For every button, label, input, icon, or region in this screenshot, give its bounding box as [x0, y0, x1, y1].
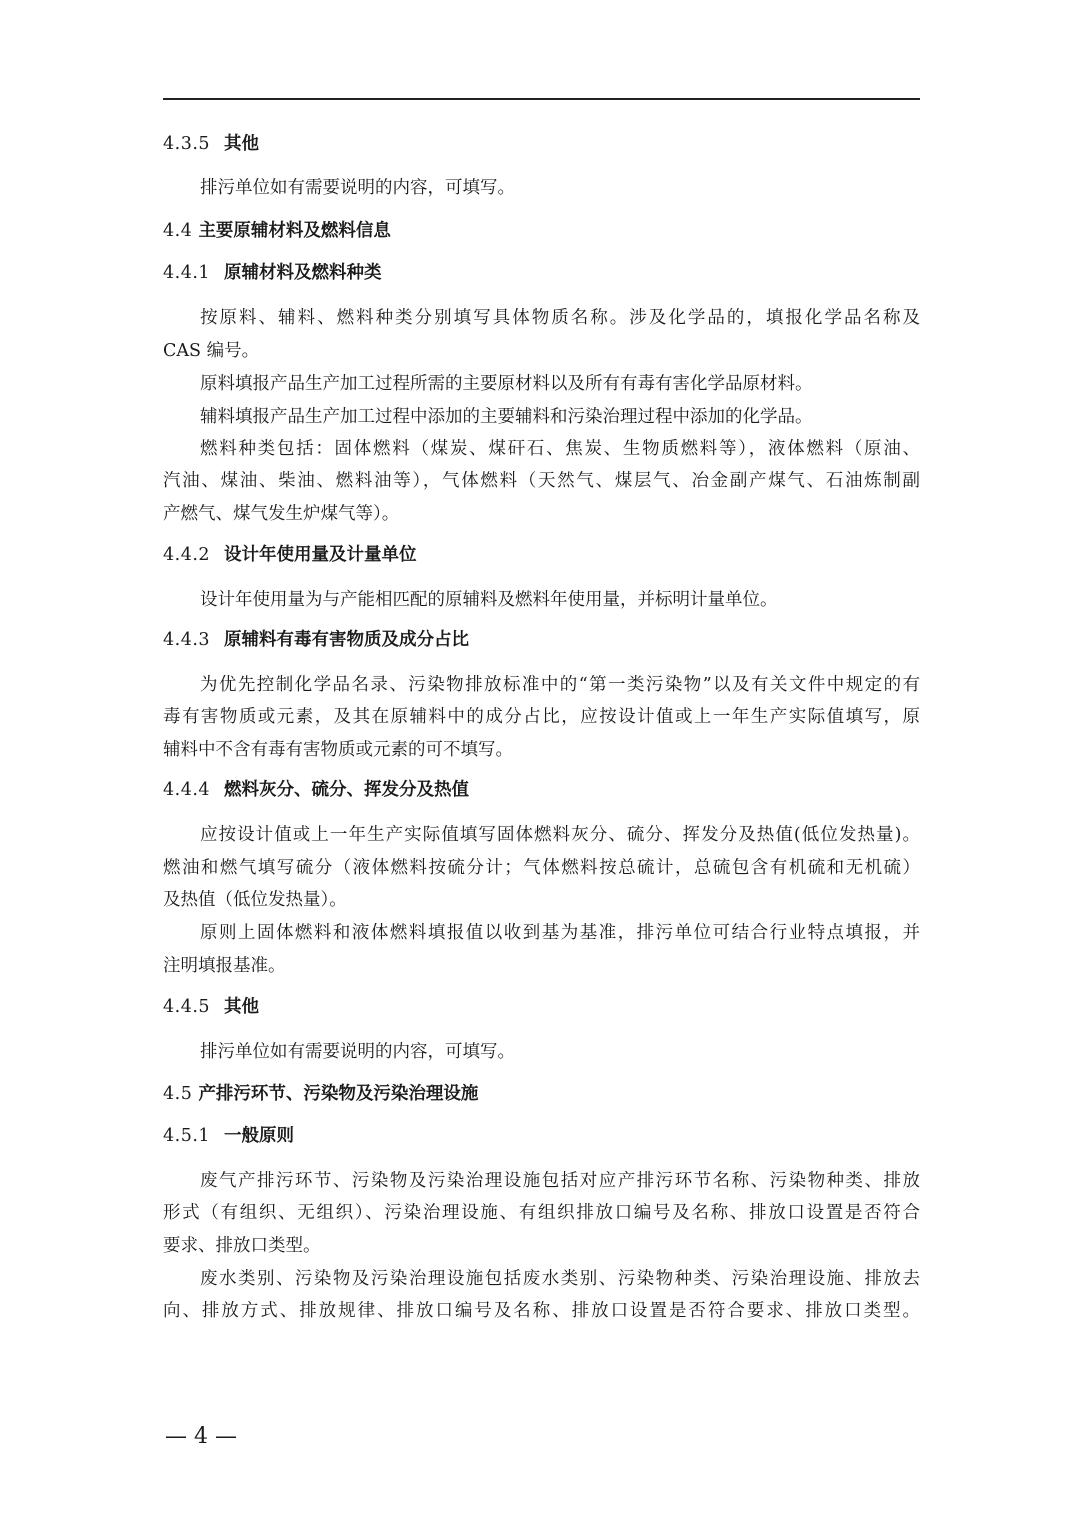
- section-title: 产排污环节、污染物及污染治理设施: [198, 1084, 479, 1104]
- paragraph-line: 废水类别、污染物及污染治理设施包括废水类别、污染物种类、污染治理设施、排放去: [200, 1269, 920, 1289]
- paragraph-line: 燃料种类包括：固体燃料（煤炭、煤矸石、焦炭、生物质燃料等），液体燃料（原油、: [200, 439, 920, 459]
- section-title: 设计年使用量及计量单位: [224, 545, 417, 565]
- heading-4-4: [163, 220, 920, 242]
- paragraph-line: 注明填报基准。: [163, 956, 286, 976]
- section-number: 4.3.5: [163, 134, 211, 154]
- paragraph-line: 要求、排放口类型。: [163, 1236, 321, 1256]
- section-title: 燃料灰分、硫分、挥发分及热值: [224, 780, 470, 800]
- paragraph-line: 废气产排污环节、污染物及污染治理设施包括对应产排污环节名称、污染物种类、排放: [200, 1171, 920, 1191]
- paragraph: 排污单位如有需要说明的内容，可填写。: [200, 178, 515, 198]
- paragraph-line: CAS 编号。: [163, 341, 260, 361]
- section-number: 4.4.4: [163, 780, 211, 800]
- heading-4-4-5: [163, 996, 920, 1018]
- paragraph: 辅料填报产品生产加工过程中添加的主要辅料和污染治理过程中添加的化学品。: [200, 407, 813, 427]
- paragraph-line: 产燃气、煤气发生炉煤气等）。: [163, 504, 400, 524]
- paragraph-line: 汽油、煤油、柴油、燃料油等），气体燃料（天然气、煤层气、冶金副产煤气、石油炼制副: [163, 471, 920, 491]
- heading-4-4-2: [163, 544, 920, 566]
- paragraph-line: 为优先控制化学品名录、污染物排放标准中的“第一类污染物”以及有关文件中规定的有: [200, 675, 920, 695]
- section-title: 原辅材料及燃料种类: [224, 263, 382, 283]
- heading-4-5: [163, 1083, 920, 1105]
- paragraph-line: 及热值（低位发热量）。: [163, 890, 347, 910]
- heading-4-4-1: [163, 262, 920, 284]
- paragraph-line: 按原料、辅料、燃料种类分别填写具体物质名称。涉及化学品的，填报化学品名称及: [200, 308, 920, 328]
- paragraph-line: 应按设计值或上一年生产实际值填写固体燃料灰分、硫分、挥发分及热值(低位发热量)。: [200, 825, 920, 845]
- paragraph-line: 形式（有组织、无组织）、污染治理设施、有组织排放口编号及名称、排放口设置是否符合: [163, 1203, 920, 1223]
- section-title: 其他: [224, 997, 260, 1017]
- heading-4-3-5: [163, 133, 920, 155]
- section-number: 4.4.2: [163, 545, 211, 565]
- section-number: 4.5: [163, 1084, 193, 1104]
- section-number: 4.4.3: [163, 630, 211, 650]
- header-rule: [163, 98, 920, 100]
- section-number: 4.4.5: [163, 997, 211, 1017]
- section-title: 一般原则: [224, 1126, 295, 1146]
- section-title: 其他: [224, 134, 260, 154]
- paragraph: 排污单位如有需要说明的内容，可填写。: [200, 1042, 515, 1062]
- page-number: — 4 —: [165, 1424, 237, 1449]
- section-number: 4.4: [163, 221, 193, 241]
- section-title: 原辅料有毒有害物质及成分占比: [224, 630, 470, 650]
- paragraph-line: 燃油和燃气填写硫分（液体燃料按硫分计；气体燃料按总硫计，总硫包含有机硫和无机硫）: [163, 858, 920, 878]
- section-number: 4.5.1: [163, 1126, 211, 1146]
- paragraph: 设计年使用量为与产能相匹配的原辅料及燃料年使用量，并标明计量单位。: [200, 590, 778, 610]
- heading-4-4-3: [163, 629, 920, 651]
- heading-4-4-4: [163, 779, 920, 801]
- paragraph-line: 原则上固体燃料和液体燃料填报值以收到基为基准，排污单位可结合行业特点填报，并: [200, 923, 920, 943]
- paragraph: 原料填报产品生产加工过程所需的主要原材料以及所有有毒有害化学品原材料。: [200, 374, 813, 394]
- paragraph-line: 毒有害物质或元素，及其在原辅料中的成分占比，应按设计值或上一年生产实际值填写，原: [163, 707, 920, 727]
- paragraph-line: 向、排放方式、排放规律、排放口编号及名称、排放口设置是否符合要求、排放口类型。: [163, 1301, 920, 1321]
- section-number: 4.4.1: [163, 263, 211, 283]
- section-title: 主要原辅材料及燃料信息: [198, 221, 391, 241]
- paragraph-line: 辅料中不含有毒有害物质或元素的可不填写。: [163, 740, 513, 760]
- heading-4-5-1: [163, 1125, 920, 1147]
